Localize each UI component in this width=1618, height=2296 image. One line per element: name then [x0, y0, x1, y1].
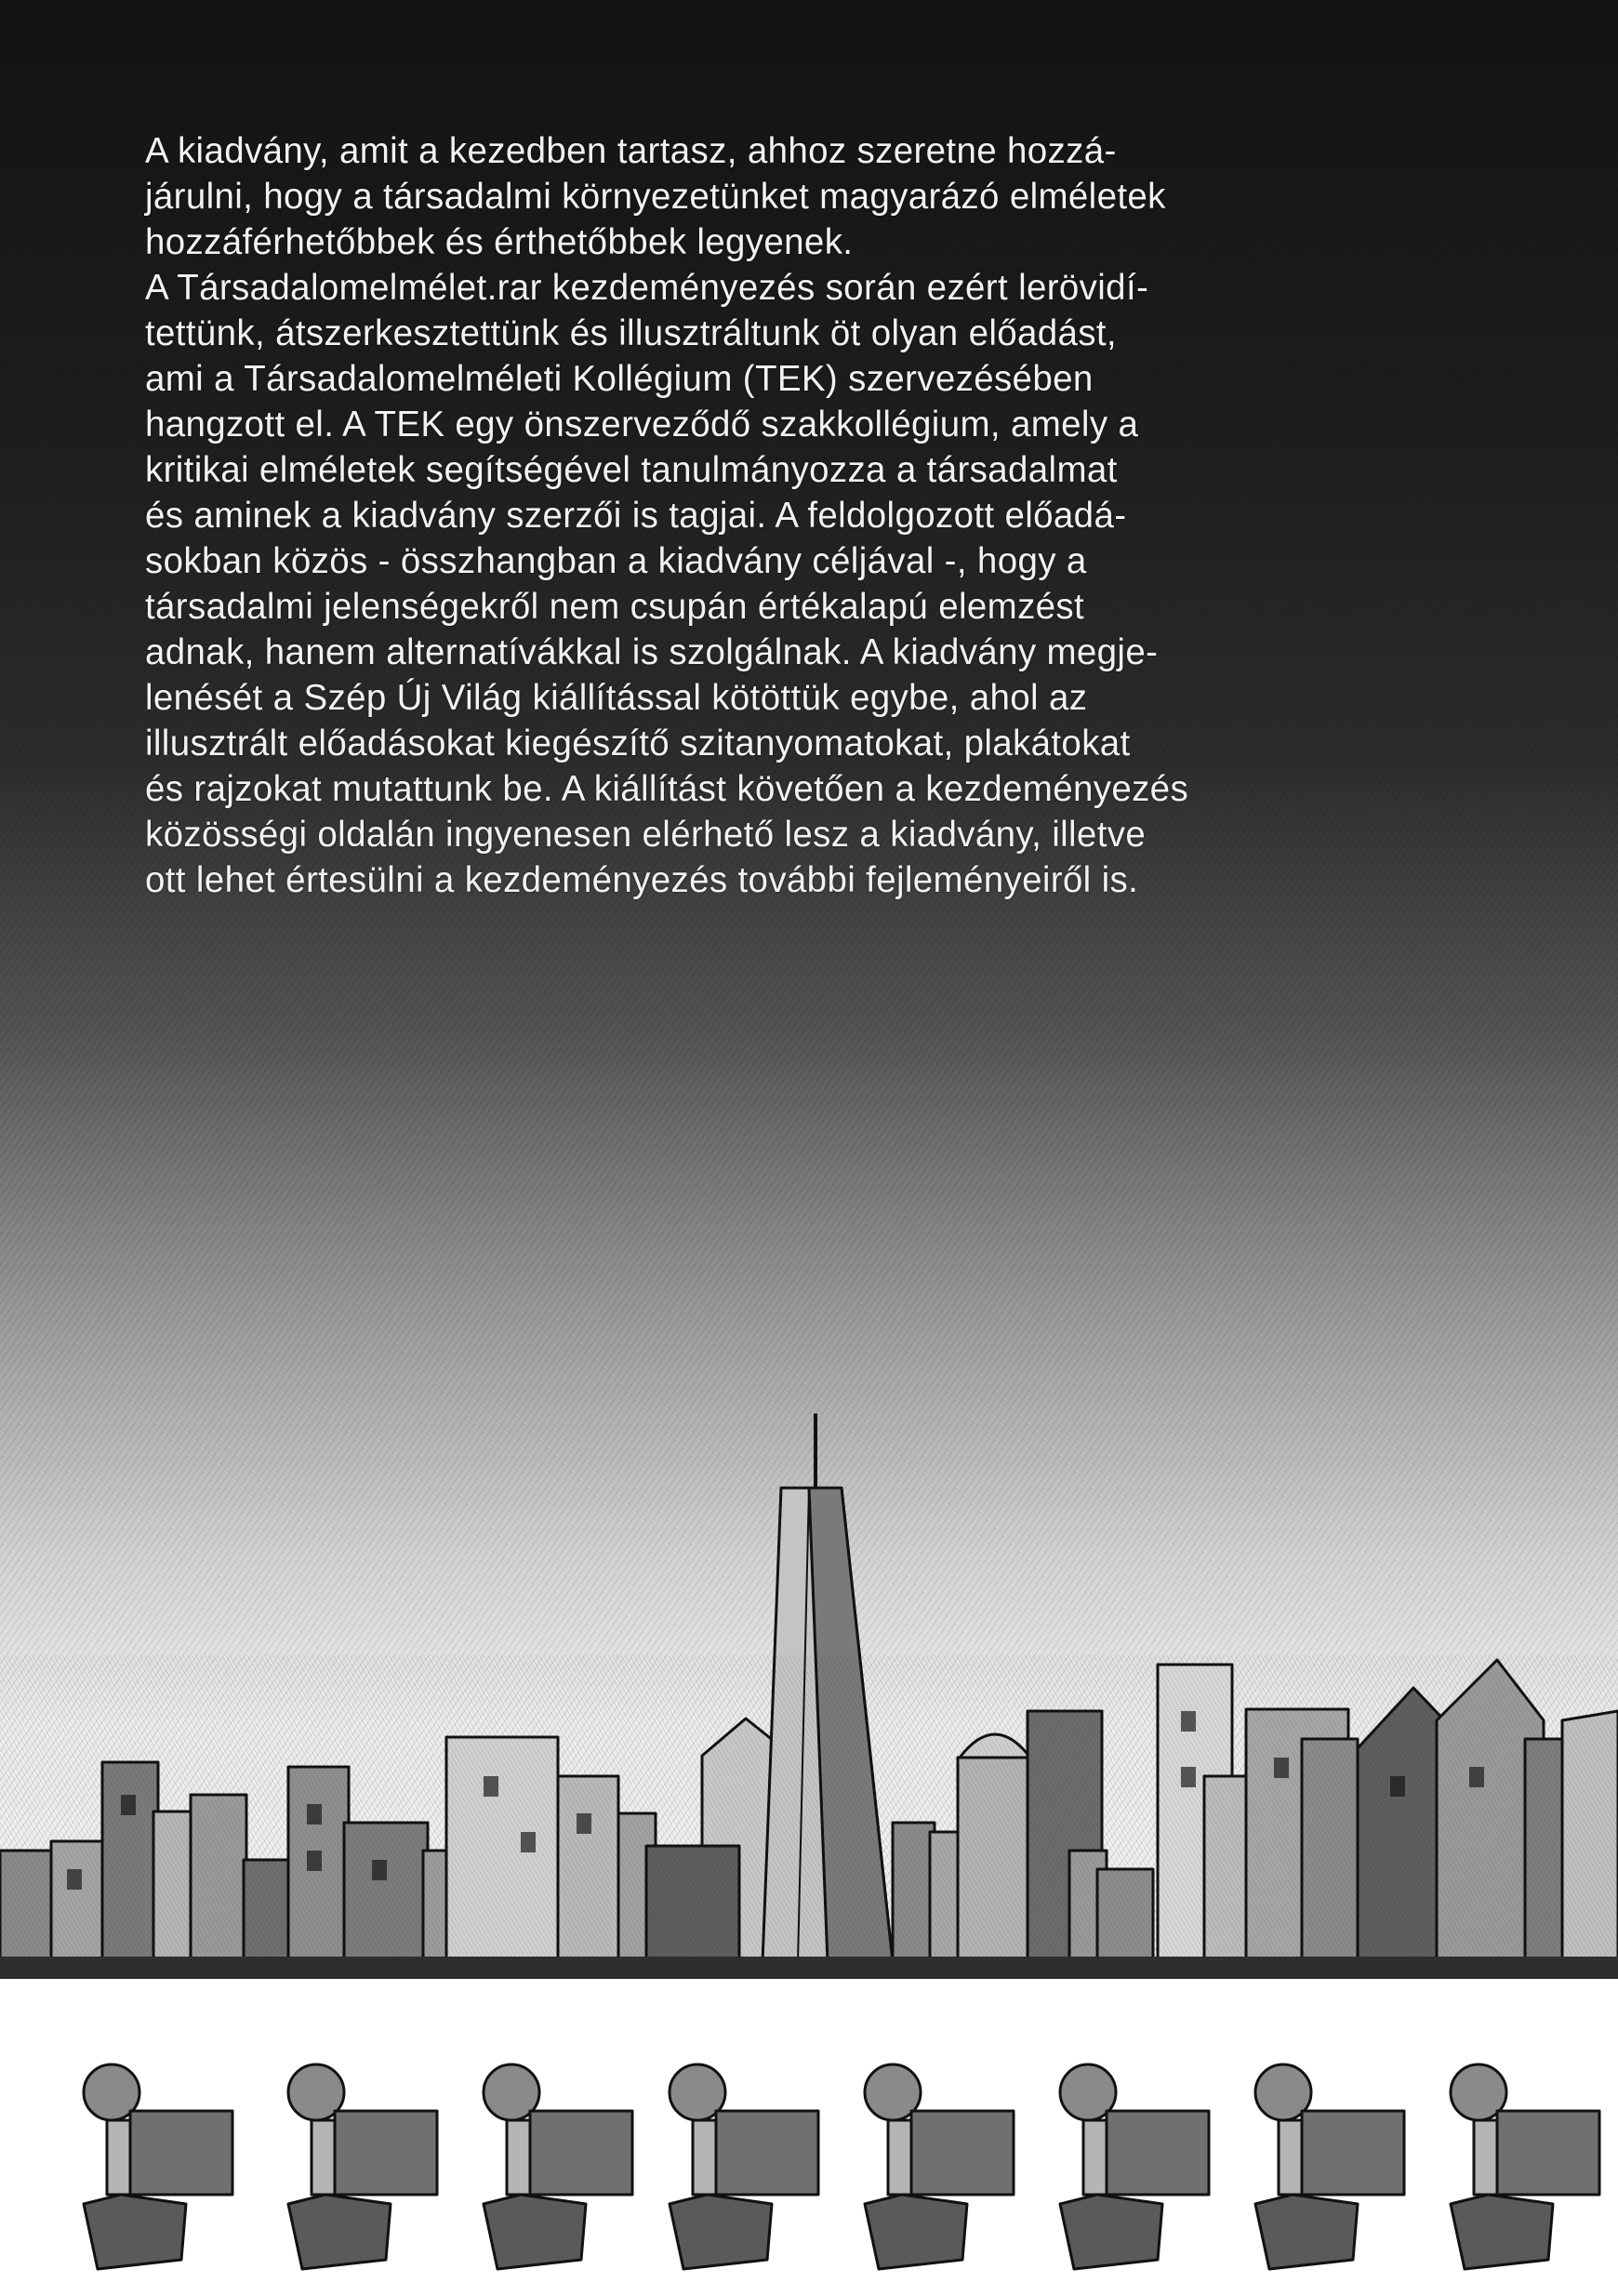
text-line: A Társadalomelmélet.rar kezdeményezés során ezért lerövidí- [145, 268, 1149, 308]
text-line: ott lehet értesülni a kezdeményezés további fejleményeiről is. [145, 860, 1139, 900]
text-line: hangzott el. A TEK egy önszerveződő szakkollégium, amely a [145, 405, 1139, 445]
figures-row [0, 2007, 1618, 2296]
text-line: sokban közös - összhangban a kiadvány céljával -, hogy a [145, 541, 1087, 581]
text-line: közösségi oldalán ingyenesen elérhető lesz a kiadvány, illetve [145, 815, 1147, 855]
text-line: adnak, hanem alternatívákkal is szolgálnak. A kiadvány megje- [145, 632, 1159, 672]
text-line: A kiadvány, amit a kezedben tartasz, ahhoz szeretne hozzá- [145, 131, 1117, 171]
text-line: ami a Társadalomelméleti Kollégium (TEK) szervezésében [145, 359, 1094, 399]
text-line: lenését a Szép Új Világ kiállítással kötöttük egybe, ahol az [145, 678, 1088, 718]
text-line: illusztrált előadásokat kiegészítő szitanyomatokat, plakátokat [145, 723, 1131, 763]
text-line: tettünk, átszerkesztettünk és illusztráltunk öt olyan előadást, [145, 313, 1117, 353]
text-line: járulni, hogy a társadalmi környezetünket magyarázó elméletek [145, 177, 1166, 217]
text-line: hozzáférhetőbbek és érthetőbbek legyenek. [145, 222, 854, 262]
ground-line [0, 1957, 1618, 1979]
text-line: kritikai elméletek segítségével tanulmányozza a társadalmat [145, 450, 1118, 490]
text-line: és rajzokat mutattunk be. A kiállítást követően a kezdeményezés [145, 769, 1189, 809]
back-cover-paragraph [145, 128, 1503, 903]
text-line: és aminek a kiadvány szerzői is tagjai. A feldolgozott előadá- [145, 496, 1127, 536]
text-line: társadalmi jelenségekről nem csupán értékalapú elemzést [145, 587, 1085, 627]
